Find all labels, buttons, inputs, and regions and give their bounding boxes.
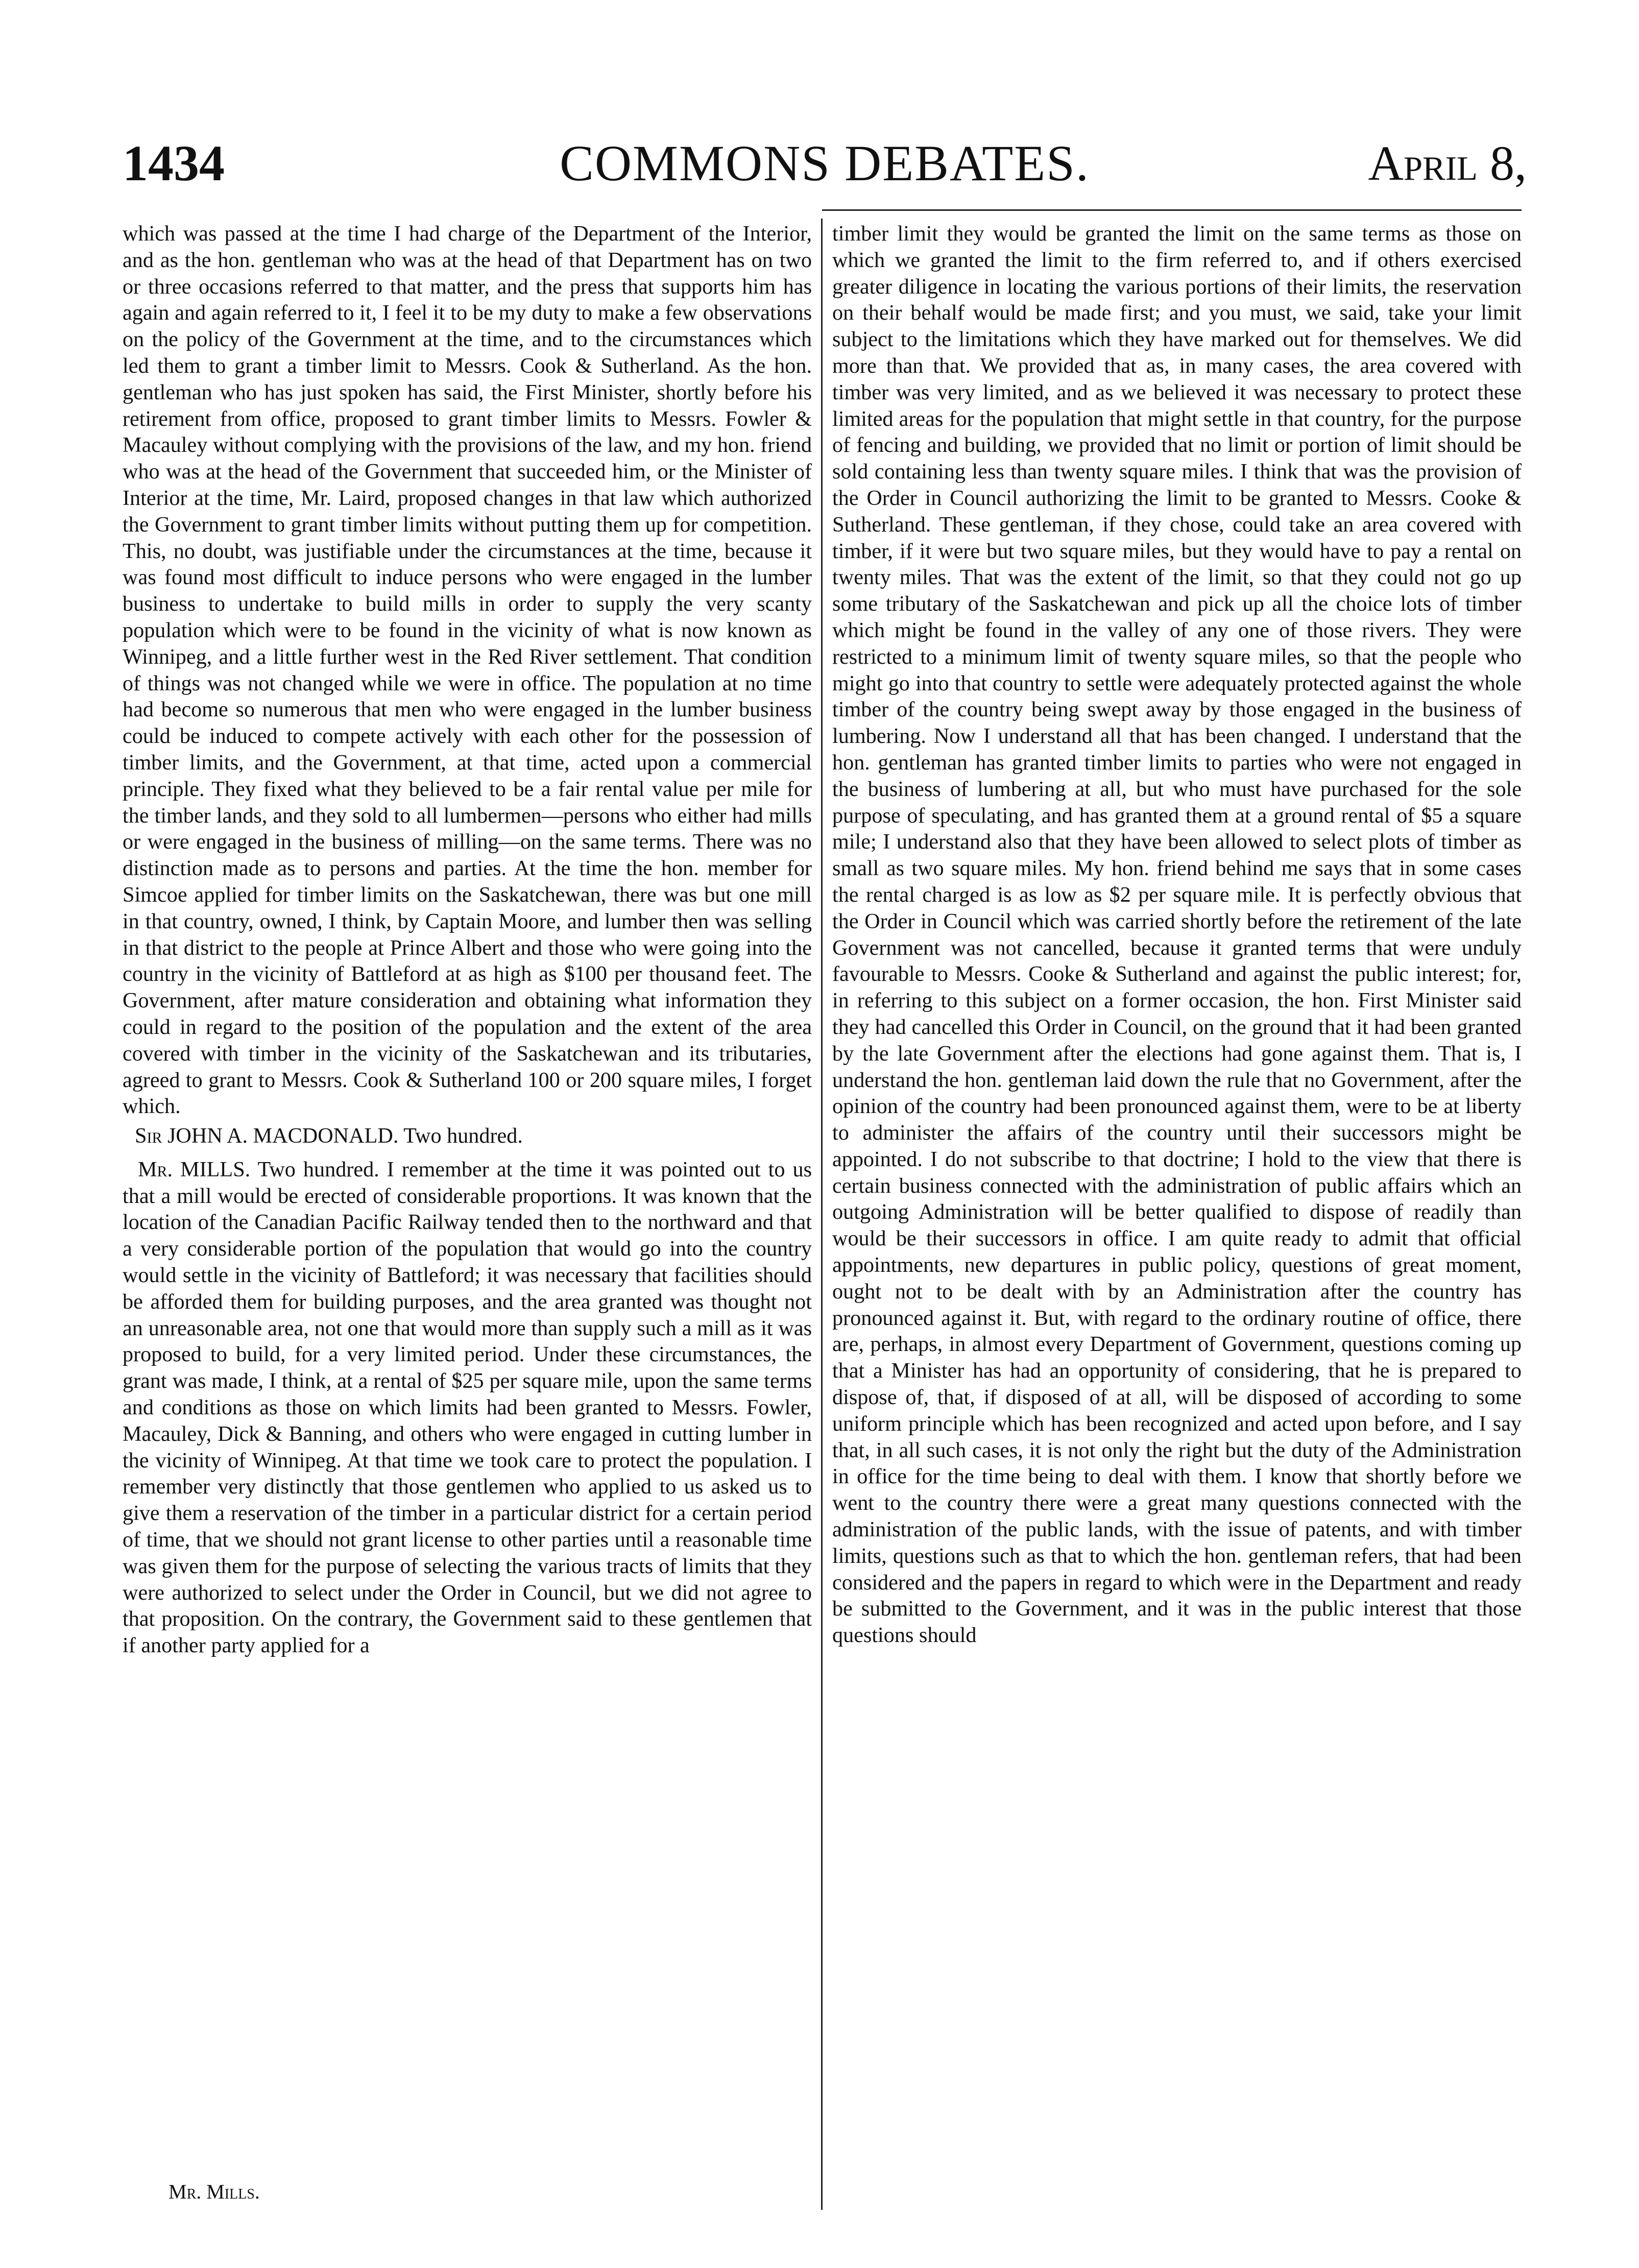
interjection: [123, 1123, 812, 1149]
mills-speech-text: Two hundred. I remember at the time it was pointed out to us that a mill would be erected of considerable proportions. It was known that the location of the Canadian Pacific Railway tended then to the northward and that a very considerable portion of the population that would go into the country would settle in the vicinity of Battleford; it was necessary that facilities should be afforded them for building purposes, and the area granted was thought not an unreasonable area, not one that would more than supply such a mill as it was proposed to build, for a very limited period. Under these circumstances, the grant was made, I think, at a rental of $25 per square mile, upon the same terms and conditions as those on which limits had been granted to Messrs. Fowler, Macauley, Dick & Banning, and others who were engaged in cutting lumber in the vicinity of Winnipeg. At that time we took care to protect the population. I remember very distinctly that those gentlemen who applied to us asked us to give them a reservation of the timber in a particular district for a certain period of time, that we should not grant license to other parties until a reasonable time was given them for the purpose of selecting the various tracts of limits that they were authorized to select under the Order in Council, but we did not agree to that proposition. On the contrary, the Government said to these gentlemen that if another party applied for a: [123, 1157, 812, 1658]
right-column: [832, 221, 1522, 2202]
page-number: 1434: [123, 135, 225, 191]
right-column-text: timber limit they would be granted the limit on the same terms as those on which we granted the limit to the firm referred to, and if others exercised greater diligence in locating the various portions of their limits, the reservation on their behalf would be made first; and you must, we said, take your limit subject to the limitations which they have marked out for themselves. We did more than that. We provided that as, in many cases, the area covered with timber was very limited, and as we believed it was necessary to protect these limited areas for the population that might settle in that country, for the purpose of fencing and building, we provided that no limit or portion of limit should be sold containing less than twenty square miles. I think that was the provision of the Order in Council authorizing the limit to be granted to Messrs. Cooke & Sutherland. These gentleman, if they chose, could take an area covered with timber, if it were but two square miles, but they would have to pay a rental on twenty miles. That was the extent of the limit, so that they could not go up some tributary of the Saskatchewan and pick up all the choice lots of timber which might be found in the valley of any one of those rivers. They were restricted to a minimum limit of twenty square miles, so that the people who might go into that country to settle were adequately protected against the whole timber of the country being swept away by those engaged in the business of lumbering. Now I understand all that has been changed. I understand that the hon. gentleman has granted timber limits to parties who were not engaged in the business of lumbering at all, but who must have purchased for the sole purpose of speculating, and has granted them at a ground rental of $5 a square mile; I understand also that they have been allowed to select plots of timber as small as two square miles. My hon. friend behind me says that in some cases the rental charged is as low as $2 per square mile. It is perfectly obvious that the Order in Council which was carried shortly before the retirement of the late Government was not cancelled, because it granted terms that were unduly favourable to Messrs. Cooke & Sutherland and against the public interest; for, in referring to this subject on a former occasion, the hon. First Minister said they had cancelled this Order in Council, on the ground that it had been granted by the late Government after the elections had gone against them. That is, I understand the hon. gentleman laid down the rule that no Government, after the opinion of the country had been pronounced against them, were to be at liberty to administer the affairs of the country until their successors might be appointed. I do not subscribe to that doctrine; I hold to the view that there is certain business connected with the administration of public affairs which an outgoing Administration will be better qualified to dispose of readily than would be their successors in office. I am quite ready to admit that official appointments, new departures in public policy, questions of great moment, ought not to be dealt with by an Administration after the country has pronounced against it. But, with regard to the ordinary routine of office, there are, perhaps, in almost every Department of Government, questions coming up that a Minister has had an opportunity of considering, that he is prepared to dispose of, that, if disposed of at all, will be disposed of according to some uniform principle which has been recognized and acted upon before, and I say that, in all such cases, it is not only the right but the duty of the Administration in office for the time being to deal with them. I know that shortly before we went to the country there were a great many questions connected with the administration of the public lands, with the issue of patents, and with timber limits, questions such as that to which the hon. gentleman refers, that had been considered and the papers in regard to which were in the Department and ready be submitted to the Government, and it was in the public interest that those questions should: [832, 222, 1522, 1648]
interjection-speaker: Sir JOHN A. MACDONALD.: [135, 1124, 399, 1148]
mills-speech: [123, 1156, 812, 1659]
header-rule: [822, 209, 1522, 211]
continued-paragraph: which was passed at the time I had charge of the Department of the Interior, and as the hon. gentleman who was at the head of that Department has on two or three occasions referred to that matter, and the press that supports him has again and again referred to it, I feel it to be my duty to make a few observations on the policy of the Government at the time, and to the circumstances which led them to grant a timber limit to Messrs. Cook & Sutherland. As the hon. gentleman who has just spoken has said, the First Minister, shortly before his retirement from office, proposed to grant timber limits to Messrs. Fowler & Macauley without complying with the provisions of the law, and my hon. friend who was at the head of the Government that succeeded him, or the Minister of Interior at the time, Mr. Laird, proposed changes in that law which authorized the Government to grant timber limits without putting them up for competition. This, no doubt, was justifiable under the circumstances at the time, because it was found most difficult to induce persons who were engaged in the lumber business to undertake to build mills in order to supply the very scanty population which were to be found in the vicinity of what is now known as Winnipeg, and a little further west in the Red River settlement. That condition of things was not changed while we were in office. The population at no time had become so numerous that men who were engaged in the lumber business could be induced to compete actively with each other for the possession of timber limits, and the Government, at that time, acted upon a commercial principle. They fixed what they believed to be a fair rental value per mile for the timber lands, and they sold to all lumbermen—persons who either had mills or were engaged in the business of milling—on the same terms. There was no distinction made as to persons and parties. At the time the hon. member for Simcoe applied for timber limits on the Saskatchewan, there was but one mill in that country, owned, I think, by Captain Moore, and lumber then was selling in that district to the people at Prince Albert and those who were going into the country in the vicinity of Battleford at as high as $100 per thousand feet. The Government, after mature consideration and obtaining what information they could in regard to the position of the population and the extent of the area covered with timber in the vicinity of the Saskatchewan and its tributaries, agreed to grant to Messrs. Cook & Sutherland 100 or 200 square miles, I forget which.: [123, 222, 812, 1119]
mills-speaker: Mr. MILLS.: [138, 1157, 251, 1181]
footer-speaker-mark: Mr. Mills.: [168, 2180, 260, 2203]
header-date: April 8,: [1368, 136, 1527, 190]
running-title: COMMONS DEBATES.: [560, 135, 1090, 191]
column-divider: [821, 219, 823, 2210]
interjection-text: Two hundred.: [403, 1124, 523, 1148]
page-header: [123, 128, 1527, 199]
left-column: [123, 221, 812, 2202]
